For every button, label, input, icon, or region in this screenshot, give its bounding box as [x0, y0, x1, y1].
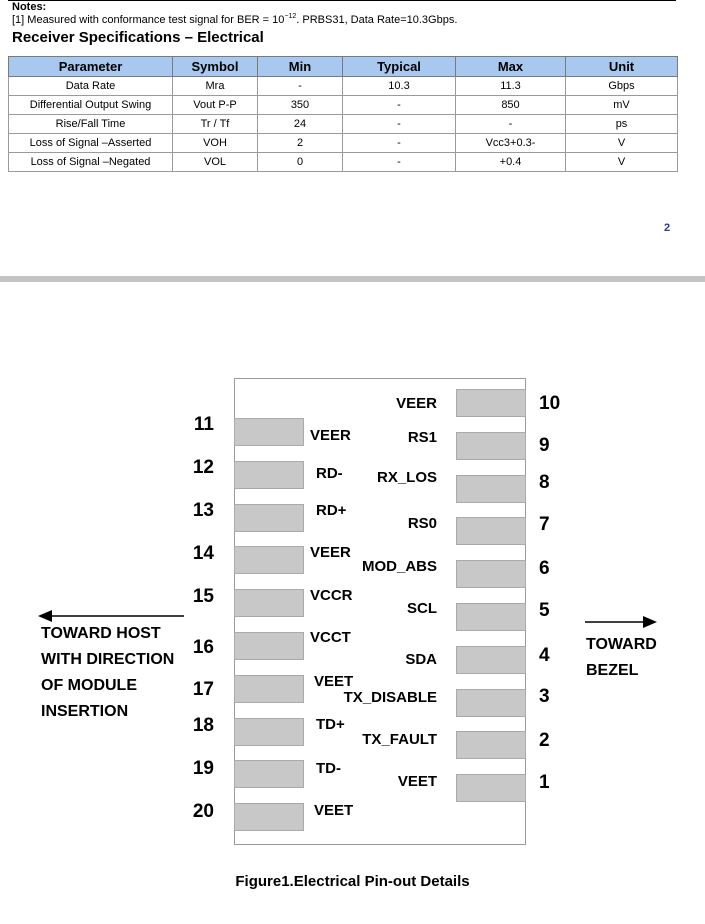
table-cell: 350 — [258, 96, 343, 115]
pin-label-20: VEET — [314, 802, 354, 819]
pin-pad-4 — [456, 646, 526, 674]
table-cell: Tr / Tf — [173, 115, 258, 134]
header-typical: Typical — [343, 57, 456, 77]
pin-label-18: TD+ — [316, 716, 345, 733]
pin-number-8: 8 — [539, 472, 550, 493]
table-cell: ps — [566, 115, 678, 134]
table-cell: - — [343, 115, 456, 134]
table-row — [9, 115, 678, 134]
pin-pad-20 — [234, 803, 304, 831]
pin-number-6: 6 — [539, 558, 550, 579]
table-row — [9, 96, 678, 115]
toward-host-line: TOWARD HOST — [41, 625, 161, 642]
table-cell: Mra — [173, 77, 258, 96]
pin-number-9: 9 — [539, 435, 550, 456]
pin-pad-8 — [456, 475, 526, 503]
pin-number-3: 3 — [539, 686, 550, 707]
toward-host-text — [41, 621, 174, 725]
notes-text-before: [1] Measured with conformance test signal for BER = 10 — [12, 14, 285, 26]
pin-label-2: TX_FAULT — [362, 731, 437, 748]
pin-label-16: VCCT — [310, 629, 351, 646]
pin-label-12: RD- — [316, 465, 343, 482]
pin-number-2: 2 — [539, 730, 550, 751]
pin-pad-14 — [234, 546, 304, 574]
pin-label-1: VEET — [397, 773, 437, 790]
toward-bezel-line: BEZEL — [586, 662, 639, 679]
pin-label-13: RD+ — [316, 502, 347, 519]
table-cell: 10.3 — [343, 77, 456, 96]
pin-number-1: 1 — [539, 772, 550, 793]
section-title: Receiver Specifications – Electrical — [12, 29, 264, 46]
pin-label-11: VEER — [310, 427, 351, 444]
figure-caption: Figure1.Electrical Pin-out Details — [235, 873, 470, 890]
pin-pad-9 — [456, 432, 526, 460]
table-cell: 24 — [258, 115, 343, 134]
table-cell: 11.3 — [456, 77, 566, 96]
pin-pad-5 — [456, 603, 526, 631]
pin-label-14: VEER — [310, 544, 351, 561]
pin-number-13: 13 — [192, 500, 214, 521]
pin-number-11: 11 — [193, 414, 214, 435]
pin-number-19: 19 — [192, 758, 214, 779]
table-header-row — [9, 57, 678, 77]
page-separator — [0, 276, 705, 282]
table-cell: 0 — [258, 153, 343, 172]
pin-pad-15 — [234, 589, 304, 617]
pin-number-10: 10 — [539, 393, 561, 414]
pin-label-5: SCL — [407, 600, 437, 617]
pin-pad-16 — [234, 632, 304, 660]
pin-number-15: 15 — [192, 586, 214, 607]
table-row — [9, 153, 678, 172]
header-parameter: Parameter — [9, 57, 173, 77]
table-cell: Rise/Fall Time — [9, 115, 173, 134]
spec-table — [8, 56, 678, 172]
pin-label-9: RS1 — [407, 429, 437, 446]
pin-pad-13 — [234, 504, 304, 532]
table-cell: - — [456, 115, 566, 134]
pin-label-19: TD- — [316, 760, 341, 777]
table-cell: - — [258, 77, 343, 96]
notes-title: Notes: — [12, 1, 47, 13]
table-cell: 850 — [456, 96, 566, 115]
table-cell: Data Rate — [9, 77, 173, 96]
page-number: 2 — [664, 222, 671, 234]
table-cell: 2 — [258, 134, 343, 153]
pin-label-8: RX_LOS — [376, 469, 437, 486]
pin-label-6: MOD_ABS — [361, 558, 437, 575]
pin-label-4: SDA — [405, 651, 437, 668]
pin-pad-1 — [456, 774, 526, 802]
right-arrow-icon — [585, 615, 657, 629]
pin-pad-19 — [234, 760, 304, 788]
table-cell: Loss of Signal –Negated — [9, 153, 173, 172]
table-cell: - — [343, 134, 456, 153]
pin-number-7: 7 — [539, 514, 550, 535]
pin-number-16: 16 — [192, 637, 214, 658]
table-cell: Differential Output Swing — [9, 96, 173, 115]
pin-number-4: 4 — [539, 645, 550, 666]
table-cell: Gbps — [566, 77, 678, 96]
pin-number-17: 17 — [192, 679, 214, 700]
table-cell: Vout P-P — [173, 96, 258, 115]
pin-label-10: VEER — [396, 395, 437, 412]
toward-bezel-text — [586, 632, 657, 684]
pin-label-17: VEET — [314, 673, 354, 690]
pin-number-14: 14 — [192, 543, 214, 564]
pin-label-3: TX_DISABLE — [343, 689, 437, 706]
header-min: Min — [258, 57, 343, 77]
table-cell: - — [343, 96, 456, 115]
toward-bezel-line: TOWARD — [586, 636, 657, 653]
notes-line — [12, 14, 457, 26]
pin-pad-3 — [456, 689, 526, 717]
table-cell: Loss of Signal –Asserted — [9, 134, 173, 153]
header-max: Max — [456, 57, 566, 77]
pin-number-20: 20 — [192, 801, 214, 822]
table-cell: V — [566, 153, 678, 172]
pin-label-15: VCCR — [310, 587, 353, 604]
pin-pad-6 — [456, 560, 526, 588]
pin-pad-7 — [456, 517, 526, 545]
pin-pad-2 — [456, 731, 526, 759]
pin-pad-11 — [234, 418, 304, 446]
pin-pad-12 — [234, 461, 304, 489]
table-cell: VOL — [173, 153, 258, 172]
table-cell: VOH — [173, 134, 258, 153]
table-row — [9, 134, 678, 153]
header-symbol: Symbol — [173, 57, 258, 77]
pin-number-18: 18 — [192, 715, 214, 736]
table-cell: Vcc3+0.3- — [456, 134, 566, 153]
table-row — [9, 77, 678, 96]
pin-pad-17 — [234, 675, 304, 703]
table-cell: +0.4 — [456, 153, 566, 172]
toward-host-line: WITH DIRECTION — [41, 651, 175, 668]
top-rule — [8, 0, 676, 1]
table-cell: - — [343, 153, 456, 172]
table-cell: V — [566, 134, 678, 153]
pin-number-12: 12 — [192, 457, 214, 478]
pin-pad-10 — [456, 389, 526, 417]
pin-pad-18 — [234, 718, 304, 746]
pin-number-5: 5 — [539, 600, 550, 621]
toward-host-line: INSERTION — [41, 703, 129, 720]
table-cell: mV — [566, 96, 678, 115]
notes-text-after: . PRBS31, Data Rate=10.3Gbps. — [296, 14, 458, 26]
notes-exponent: −12 — [284, 13, 297, 20]
pin-label-7: RS0 — [407, 515, 437, 532]
toward-host-line: OF MODULE — [41, 677, 137, 694]
header-unit: Unit — [566, 57, 678, 77]
